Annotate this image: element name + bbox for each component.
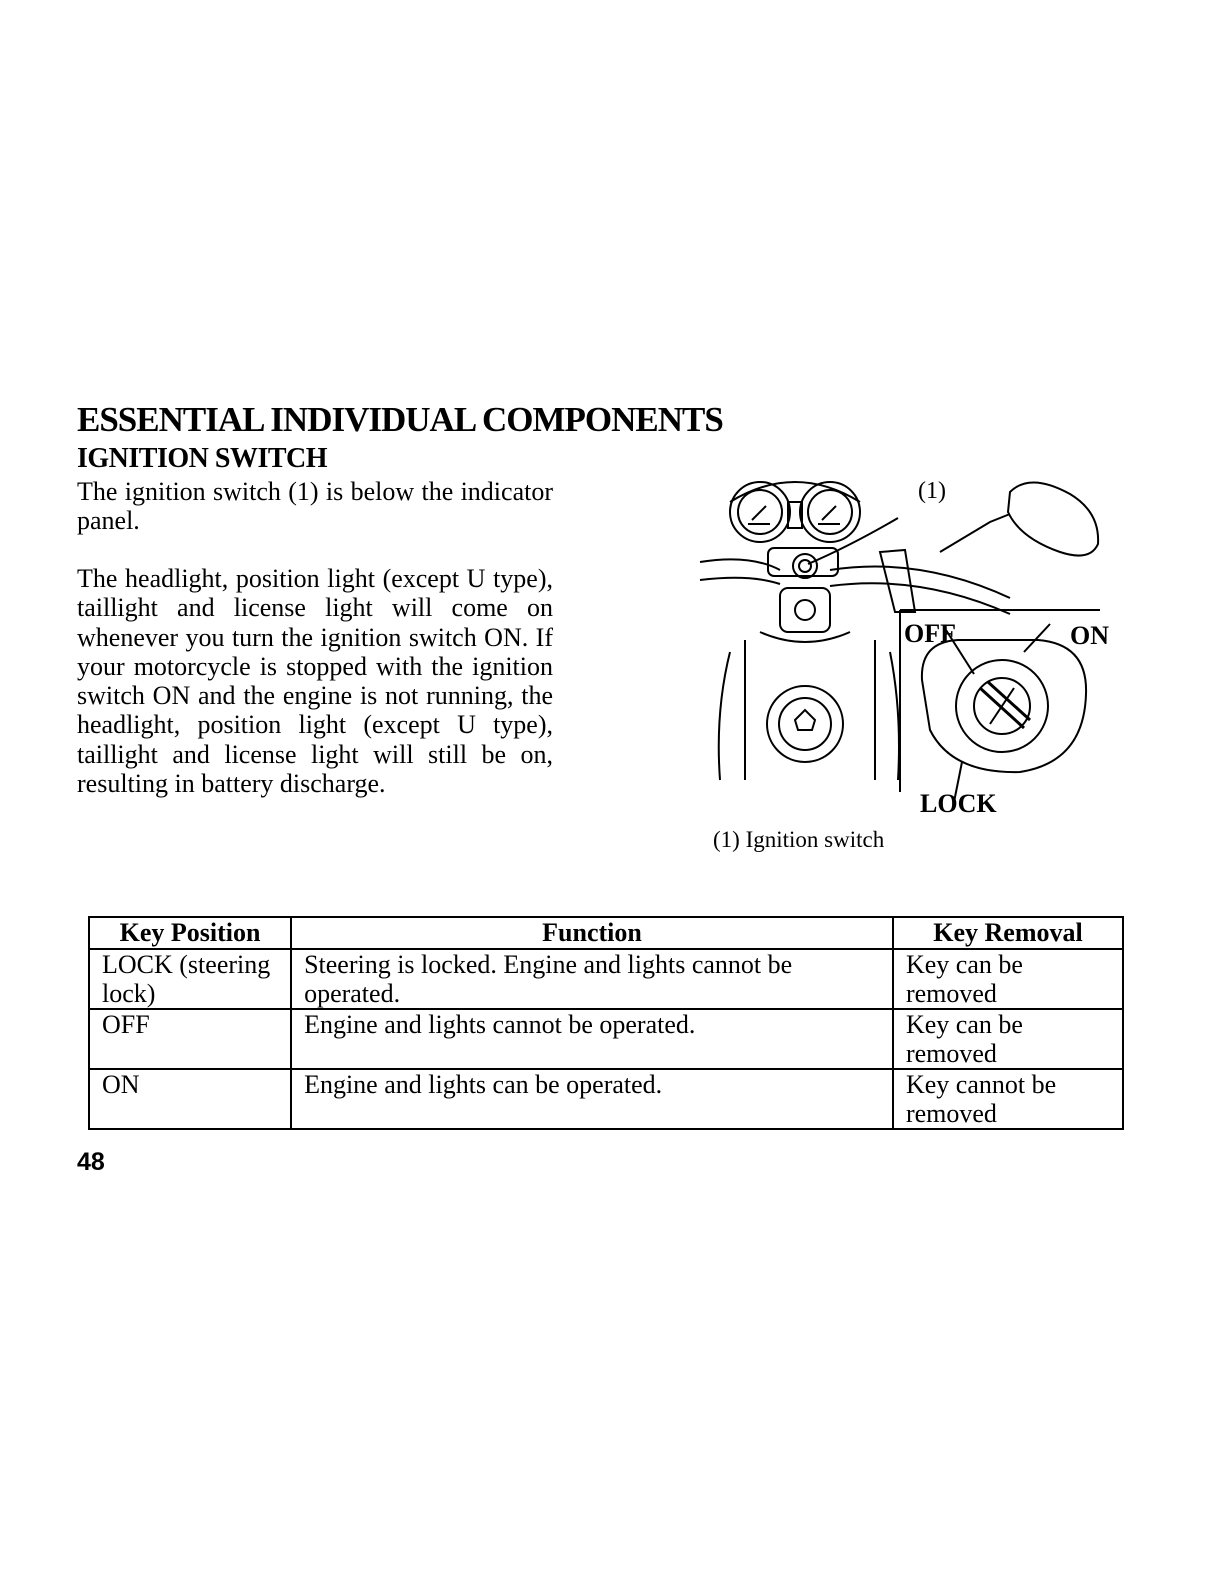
cell-removal: Key can be removed [893,1009,1123,1069]
header-key-removal: Key Removal [893,917,1123,949]
figure-caption: (1) Ignition switch [713,827,885,852]
motorcycle-illustration [690,462,1130,822]
ignition-switch-figure [690,462,1130,822]
ignition-switch-small [793,554,817,578]
cell-function: Engine and lights cannot be operated. [291,1009,893,1069]
paragraph-lights-warning: The headlight, position light (except U type), taillight and license light will come on whenever you turn the ignition switch ON. If your motorcycle is stopped with the ignition switch ON and the engine is not running, the headlight, position light (except U type), taillight and license light will still be on, resulting in battery discharge. [77,564,553,799]
cell-position: LOCK (steering lock) [89,949,291,1009]
cell-function: Steering is locked. Engine and lights cannot be operated. [291,949,893,1009]
table-row [89,1069,1123,1129]
cell-removal: Key cannot be removed [893,1069,1123,1129]
table-row [89,949,1123,1009]
table-header-row [89,917,1123,949]
cell-removal: Key can be removed [893,949,1123,1009]
cell-position: ON [89,1069,291,1129]
cell-function: Engine and lights can be operated. [291,1069,893,1129]
section-title: ESSENTIAL INDIVIDUAL COMPONENTS [77,400,723,439]
label-off: OFF [904,619,956,648]
subsection-title: IGNITION SWITCH [77,443,328,474]
header-function: Function [291,917,893,949]
label-lock: LOCK [920,789,997,818]
label-on: ON [1070,621,1109,650]
paragraph-location: The ignition switch (1) is below the indicator panel. [77,477,553,536]
cell-position: OFF [89,1009,291,1069]
table-row [89,1009,1123,1069]
header-key-position: Key Position [89,917,291,949]
page-number: 48 [77,1148,105,1176]
callout-number: (1) [918,478,946,504]
key-position-table [88,916,1124,1130]
